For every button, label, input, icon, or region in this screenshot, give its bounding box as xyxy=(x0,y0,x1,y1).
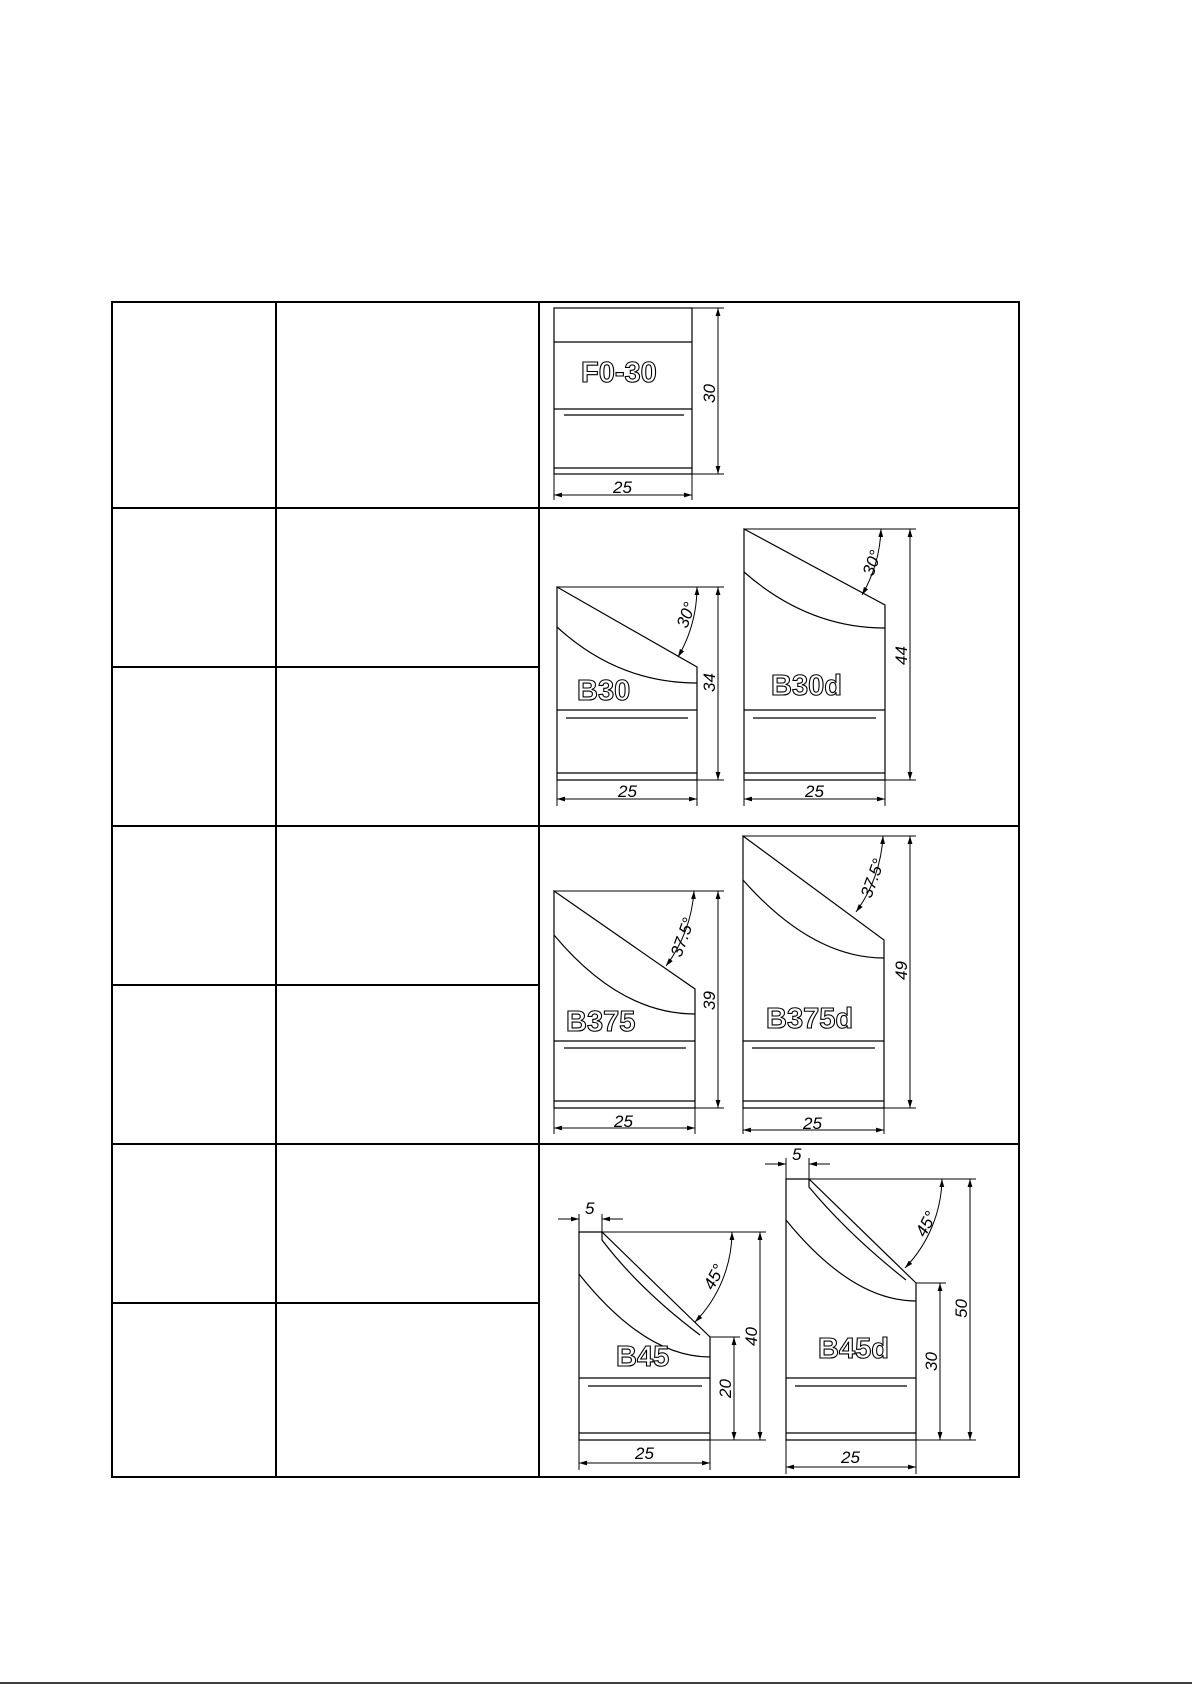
low-height-dimension: 30 xyxy=(922,1352,941,1371)
angle-dimension: 37.5° xyxy=(666,915,699,960)
width-dimension: 25 xyxy=(803,1114,822,1133)
profile-f0-30 xyxy=(554,308,724,500)
profile-b30 xyxy=(557,587,724,806)
height-dimension: 50 xyxy=(952,1299,971,1318)
profile-label: B45 xyxy=(616,1341,670,1373)
low-height-dimension: 20 xyxy=(716,1379,735,1398)
profile-b45d xyxy=(765,1145,976,1474)
width-dimension: 25 xyxy=(841,1448,860,1467)
profile-label: B45d xyxy=(818,1333,889,1365)
profile-b45 xyxy=(558,1199,766,1470)
angle-dimension: 30° xyxy=(672,599,700,631)
height-dimension: 34 xyxy=(700,673,719,692)
height-dimension: 30 xyxy=(700,384,719,403)
table-grid xyxy=(112,302,1019,1477)
profile-b375d xyxy=(743,836,916,1134)
height-dimension: 44 xyxy=(892,646,911,665)
table-outline xyxy=(112,302,1019,1477)
angle-dimension: 37.5° xyxy=(856,856,889,901)
width-dimension: 25 xyxy=(614,1112,633,1131)
width-dimension: 25 xyxy=(635,1444,654,1463)
angle-dimension: 45° xyxy=(699,1261,729,1293)
width-dimension: 25 xyxy=(618,782,637,801)
profile-label: B375d xyxy=(766,1003,854,1035)
angle-dimension: 45° xyxy=(911,1208,941,1240)
height-dimension: 39 xyxy=(700,991,719,1010)
top-dimension: 5 xyxy=(585,1199,595,1218)
height-dimension: 49 xyxy=(892,961,911,980)
profile-b375 xyxy=(554,891,724,1134)
top-dimension: 5 xyxy=(792,1145,802,1164)
profile-label: B30 xyxy=(577,675,631,707)
width-dimension: 25 xyxy=(805,782,824,801)
profile-b30d xyxy=(744,529,916,806)
profile-label: B30d xyxy=(771,670,842,702)
width-dimension: 25 xyxy=(613,478,632,497)
profile-label: B375 xyxy=(566,1006,636,1038)
angle-dimension: 30° xyxy=(858,547,886,579)
profile-label: F0-30 xyxy=(581,357,657,389)
height-dimension: 40 xyxy=(742,1327,761,1346)
